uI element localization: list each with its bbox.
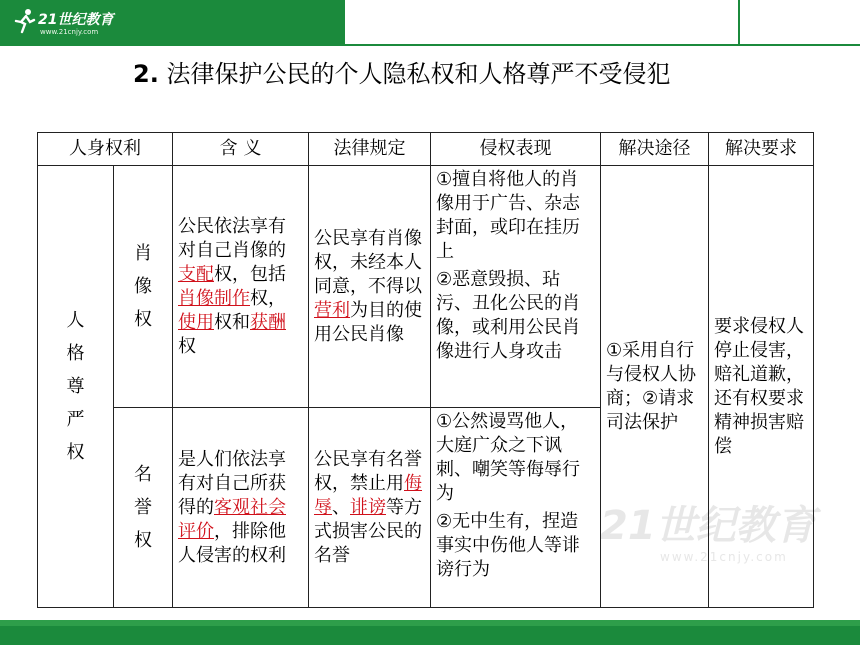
header-rule bbox=[345, 44, 860, 46]
runner-logo-icon bbox=[14, 8, 36, 34]
header-cell: 侵权表现 bbox=[431, 133, 601, 166]
logo-url: www.21cnjy.com bbox=[40, 28, 99, 36]
meaning-text: 权，包括 bbox=[214, 263, 286, 285]
header-cell: 人身权利 bbox=[38, 133, 173, 166]
watermark-url: www.21cnjy.com bbox=[660, 550, 788, 564]
meaning-cell bbox=[173, 408, 309, 608]
infringement-item: ②无中生有，捏造事实中伤他人等诽谤行为 bbox=[436, 511, 580, 580]
highlight-text: 肖像制作 bbox=[178, 287, 250, 309]
site-logo bbox=[14, 6, 124, 40]
table-header-row bbox=[38, 133, 814, 166]
header-cell: 法律规定 bbox=[309, 133, 431, 166]
requirement-cell: 要求侵权人停止侵害，赔礼道歉，还有权要求精神损害赔偿 bbox=[709, 166, 814, 608]
meaning-text: 权， bbox=[250, 287, 286, 309]
meaning-text: 权 bbox=[178, 335, 196, 357]
header-divider bbox=[738, 0, 740, 46]
rights-table bbox=[37, 132, 814, 608]
solution-cell: ①采用自行与侵权人协商；②请求司法保护 bbox=[601, 166, 709, 608]
infringement-cell bbox=[431, 166, 601, 408]
meaning-text: ，排除他人侵害的权利 bbox=[178, 520, 286, 566]
law-cell bbox=[309, 408, 431, 608]
highlight-text: 使用 bbox=[178, 311, 214, 333]
right-name-cell bbox=[114, 166, 173, 408]
logo-text: 21世纪教育 bbox=[38, 12, 114, 28]
title-number: 2. bbox=[133, 60, 159, 88]
highlight-text: 获酬 bbox=[250, 311, 286, 333]
header-cell: 含 义 bbox=[173, 133, 309, 166]
header-cell: 解决要求 bbox=[709, 133, 814, 166]
meaning-text: 权和 bbox=[214, 311, 250, 333]
category-cell bbox=[38, 166, 114, 608]
table-row bbox=[38, 166, 814, 408]
right-name-label: 肖像权 bbox=[134, 243, 152, 330]
law-cell bbox=[309, 166, 431, 408]
top-banner bbox=[0, 0, 345, 46]
highlight-text: 客观社会评价 bbox=[178, 496, 286, 542]
infringement-cell bbox=[431, 408, 601, 608]
law-text: 等方式损害公民的名誉 bbox=[314, 496, 422, 566]
header-cell: 解决途径 bbox=[601, 133, 709, 166]
right-name-label: 名誉权 bbox=[134, 464, 152, 551]
meaning-cell bbox=[173, 166, 309, 408]
meaning-text: 是人们依法享有对自己所获得的 bbox=[178, 448, 286, 518]
right-name-cell bbox=[114, 408, 173, 608]
highlight-text: 侮辱 bbox=[314, 472, 422, 518]
page-title bbox=[133, 54, 670, 89]
law-text: 、 bbox=[332, 496, 350, 518]
infringement-item: ①擅自将他人的肖像用于广告、杂志封面，或印在挂历上 bbox=[436, 169, 580, 262]
footer-bar bbox=[0, 626, 860, 645]
law-text: 公民享有肖像权，未经本人同意，不得以 bbox=[314, 227, 422, 297]
law-text: 公民享有名誉权，禁止用 bbox=[314, 448, 422, 494]
infringement-item: ①公然谩骂他人，大庭广众之下讽刺、嘲笑等侮辱行为 bbox=[436, 411, 580, 504]
watermark: 21世纪教育 bbox=[600, 503, 816, 549]
law-text: 为目的使用公民肖像 bbox=[314, 299, 422, 345]
highlight-text: 营利 bbox=[314, 299, 350, 321]
highlight-text: 支配 bbox=[178, 263, 214, 285]
meaning-text: 公民依法享有对自己肖像的 bbox=[178, 215, 286, 261]
infringement-item: ②恶意毁损、玷污、丑化公民的肖像，或利用公民肖像进行人身攻击 bbox=[436, 269, 580, 362]
highlight-text: 诽谤 bbox=[350, 496, 386, 518]
category-label: 人格尊严权 bbox=[66, 310, 85, 463]
title-text: 法律保护公民的个人隐私权和人格尊严不受侵犯 bbox=[166, 60, 671, 88]
